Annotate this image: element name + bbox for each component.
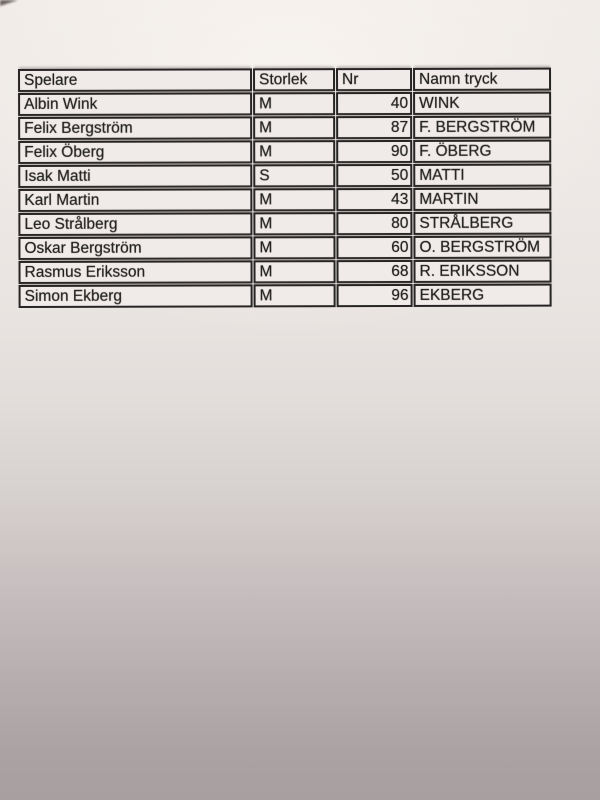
header-row [18, 68, 551, 92]
column-header-storlek: Storlek [253, 68, 335, 91]
cell-storlek: M [253, 92, 335, 115]
cell-storlek: M [253, 188, 335, 211]
cell-namn-tryck: R. ERIKSSON [414, 260, 552, 283]
cell-nr: 60 [336, 236, 412, 259]
cell-spelare: Oskar Bergström [18, 236, 252, 260]
column-header-namn-tryck: Namn tryck [413, 68, 551, 91]
cell-namn-tryck: MATTI [413, 164, 551, 187]
cell-nr: 68 [337, 260, 413, 283]
cell-namn-tryck: MARTIN [413, 188, 551, 211]
cell-namn-tryck: F. BERGSTRÖM [413, 116, 551, 139]
cell-spelare: Felix Bergström [18, 116, 252, 140]
cell-namn-tryck: EKBERG [414, 284, 552, 307]
cell-storlek: M [253, 140, 335, 163]
table-row [18, 140, 551, 164]
cell-namn-tryck: F. ÖBERG [413, 140, 551, 163]
cell-nr: 80 [336, 212, 412, 235]
cell-spelare: Rasmus Eriksson [19, 260, 253, 284]
cell-spelare: Albin Wink [18, 92, 252, 116]
table-row [18, 212, 551, 236]
cell-storlek: M [254, 284, 336, 307]
roster-table [17, 67, 553, 309]
cell-storlek: M [253, 236, 335, 259]
cell-storlek: M [254, 260, 336, 283]
column-header-spelare: Spelare [18, 68, 252, 92]
cell-spelare: Karl Martin [18, 188, 252, 212]
cell-nr: 40 [336, 92, 412, 115]
cell-namn-tryck: WINK [413, 92, 551, 115]
table-row [18, 236, 551, 260]
cell-spelare: Leo Strålberg [18, 212, 252, 236]
cell-storlek: M [253, 212, 335, 235]
cell-nr: 87 [336, 116, 412, 139]
table-row [18, 92, 551, 116]
table-row [19, 284, 552, 308]
cell-spelare: Felix Öberg [18, 140, 252, 164]
background-corner-top-left [0, 0, 18, 6]
table-row [18, 164, 551, 188]
cell-namn-tryck: O. BERGSTRÖM [413, 236, 551, 259]
column-header-nr: Nr [336, 68, 412, 91]
cell-spelare: Simon Ekberg [19, 284, 253, 308]
table-row [18, 188, 551, 212]
cell-storlek: S [253, 164, 335, 187]
cell-spelare: Isak Matti [18, 164, 252, 188]
cell-nr: 50 [336, 164, 412, 187]
cell-nr: 90 [336, 140, 412, 163]
cell-nr: 96 [337, 284, 413, 307]
cell-namn-tryck: STRÅLBERG [413, 212, 551, 235]
cell-storlek: M [253, 116, 335, 139]
table-row [18, 116, 551, 140]
cell-nr: 43 [336, 188, 412, 211]
table-row [19, 260, 552, 284]
